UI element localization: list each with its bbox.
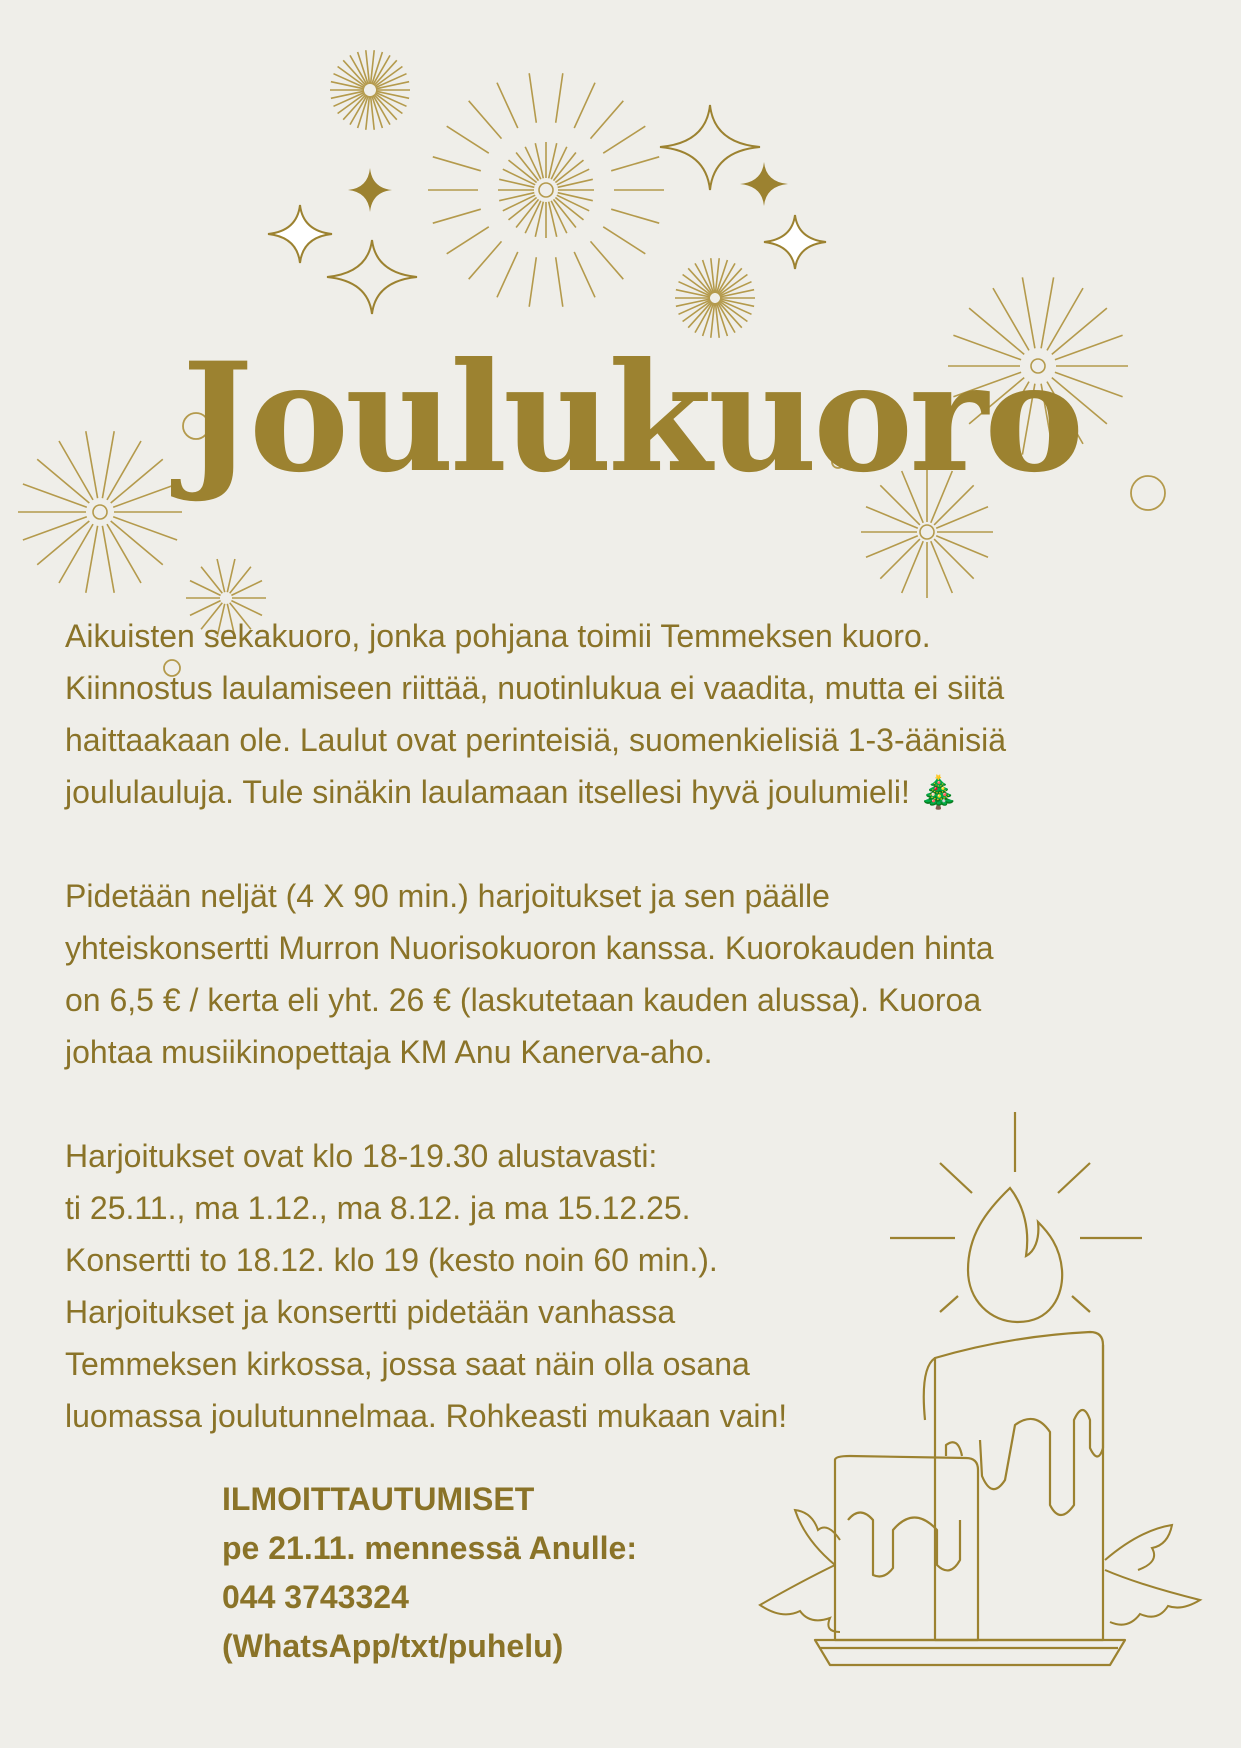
signup-block (222, 1475, 782, 1671)
sparkle-star-icon (268, 105, 826, 314)
text-line: ti 25.11., ma 1.12., ma 8.12. ja ma 15.12.25. (65, 1190, 691, 1226)
text-line: Kiinnostus laulamiseen riittää, nuotinlukua ei vaadita, mutta ei siitä (65, 670, 1005, 706)
text-line: Harjoitukset ovat klo 18-19.30 alustavasti: (65, 1138, 658, 1174)
text-line: joululauluja. Tule sinäkin laulamaan itsellesi hyvä joulumieli! 🎄 (65, 774, 959, 810)
page-title: Joulukuoro (182, 330, 1081, 506)
signup-deadline: pe 21.11. mennessä Anulle: (222, 1530, 637, 1566)
text-line: johtaa musiikinopettaja KM Anu Kanerva-aho. (65, 1034, 713, 1070)
text-line: Harjoitukset ja konsertti pidetään vanhassa (65, 1294, 676, 1330)
schedule-paragraph (65, 1130, 1185, 1442)
intro-paragraph (65, 610, 1185, 818)
signup-channels: (WhatsApp/txt/puhelu) (222, 1628, 564, 1664)
text-line: Konsertti to 18.12. klo 19 (kesto noin 60 min.). (65, 1242, 718, 1278)
signup-phone: 044 3743324 (222, 1579, 409, 1615)
signup-heading: ILMOITTAUTUMISET (222, 1481, 535, 1517)
text-line: yhteiskonsertti Murron Nuorisokuoron kanssa. Kuorokauden hinta (65, 930, 994, 966)
holly-leaf-icon (760, 1510, 1200, 1632)
details-paragraph (65, 870, 1185, 1078)
body-text (65, 610, 1185, 1494)
text-line: haittaakaan ole. Laulut ovat perinteisiä, suomenkielisiä 1-3-äänisiä (65, 722, 1007, 758)
text-line: Pidetään neljät (4 X 90 min.) harjoitukset ja sen päälle (65, 878, 830, 914)
text-line: on 6,5 € / kerta eli yht. 26 € (laskutetaan kauden alussa). Kuoroa (65, 982, 982, 1018)
text-line: Aikuisten sekakuoro, jonka pohjana toimii Temmeksen kuoro. (65, 618, 931, 654)
text-line: luomassa joulutunnelmaa. Rohkeasti mukaan vain! (65, 1398, 788, 1434)
text-line: Temmeksen kirkossa, jossa saat näin olla osana (65, 1346, 750, 1382)
